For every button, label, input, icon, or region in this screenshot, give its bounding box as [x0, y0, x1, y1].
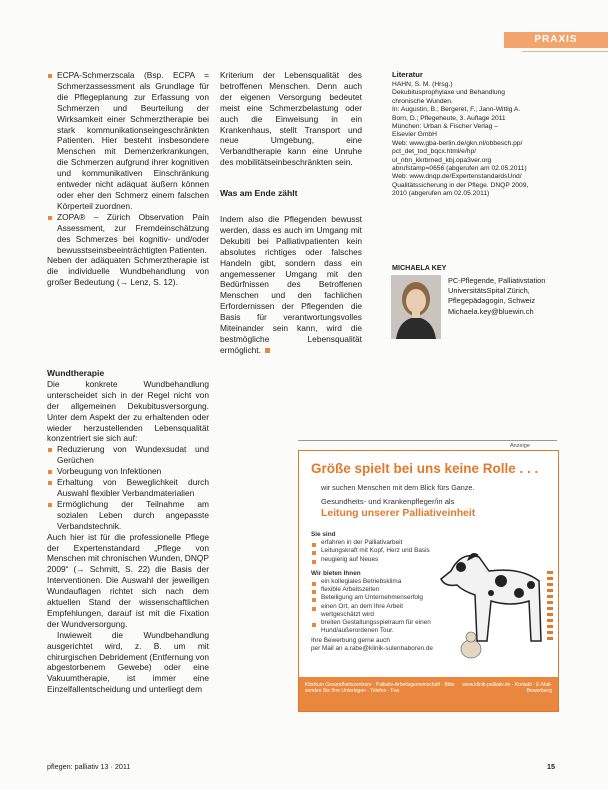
section-heading: Was am Ende zählt — [220, 188, 298, 198]
paragraph: Neben der adäquaten Schmerztherapie ist die individuelle Wundbehandlung von großer Bedeutung (→ Lenz, S. 12). — [47, 255, 209, 288]
ad-wir-heading: Wir bieten Ihnen — [311, 569, 361, 577]
column-2 — [220, 70, 362, 168]
paragraph: Inwieweit die Wundbehandlung ausgerichtet wird, z. B. um mit chirurgischen Debridement (Entfernung von abgestorbenem Gewebe) oder eine Vakuumtherapie, ist immer eine Einzelfallentscheidung und unterliegt dem — [47, 629, 210, 695]
paragraph: Auch hier ist für die professionelle Pflege der Expertenstandard „Pflege von Menschen mit chronischen Wunden, DNQP 2009“ (→ Schmitt, S. 22) die Basis der Interventionen. Die Auswahl der jeweiligen Wundauflagen richtet sich nach dem aktuellen Stand der wissenschaftlichen Empfehlungen, darauf ist mit die Fixation der Wundversorgung. — [47, 531, 209, 629]
author-photo — [391, 275, 441, 339]
author-line: PC-Pflegende, Palliativstation — [448, 276, 546, 285]
literature-entry: pct_det_tod_bqcx.html/e/hp/ — [392, 148, 477, 156]
list-item: Leitungskraft mit Kopf, Herz und Basis — [311, 547, 436, 555]
paragraph: Kriterium der Lebensqualität des betroffenen Menschen. Denn auch der eigenen Versorgung bedeutet meist eine Schmerzbelastung oder auch die Einweisung in ein Krankenhaus, stellt Transport und neue Umgebung, eine Verbandtherapie kann eine Unruhe des mobilitätseinbeschränkten sein. — [220, 70, 362, 168]
literature-entry: HAHN, S. M. (Hrsg.) — [392, 81, 453, 88]
literature-entry: München: Urban & Fischer Verlag – — [392, 123, 498, 131]
column-2-body — [220, 214, 362, 356]
list-item: ein kollegiales Betriebsklima — [311, 578, 436, 586]
list-item: flexible Arbeitszeiten — [311, 586, 436, 594]
list-item: neugierig auf Neues — [311, 556, 436, 564]
author-name: MICHAELA KEY — [392, 263, 447, 272]
ad-role-line: Gesundheits- und Krankenpfleger/in als — [321, 497, 455, 506]
footer-publication: pflegen: palliativ 13 · 2011 — [47, 762, 131, 771]
literature-entry: Web: www.gba-berlin.de/gkn.nl/obbesch.pp/ — [392, 139, 523, 147]
list-item: breiten Gestaltungsspielraum für einen Hund/außerordenen Tour. — [311, 619, 436, 635]
literature-entry: Dekubitusprophylaxe und Behandlung — [392, 89, 506, 97]
literature-entry: Born, D.; Pflegeheute, 3. Auflage 2011 — [392, 114, 506, 122]
page-number: 15 — [547, 762, 555, 771]
column-1 — [47, 70, 209, 288]
author-info — [448, 276, 558, 317]
ad-rule — [298, 440, 557, 441]
paragraph: Die konkrete Wundbehandlung unterscheidet sich in der Regel nicht von der allgemeinen Dekubitusversorgung. Unter dem Aspekt der zu erhaltenden oder wieder herzustellenden Lebensqualität konzentriert sie sich auf: — [47, 378, 209, 444]
literature-entry: ul_nbn_kkrbrned_kbj.opa3ver.org — [392, 156, 492, 164]
author-email[interactable]: Michaela.key@bluewin.ch — [448, 306, 534, 316]
advertisement[interactable] — [298, 450, 559, 712]
ad-title: Größe spielt bei uns keine Rolle . . . — [311, 461, 539, 476]
ad-apply-line: Ihre Bewerbung gerne auch — [311, 637, 390, 644]
author-line: UniversitätsSpital Zürich, — [448, 286, 530, 296]
list-item: Erhaltung von Beweglichkeit durch Auswahl flexibler Verbandmaterialien — [47, 477, 209, 499]
great-dane-dog-icon — [431, 531, 551, 671]
ad-footer-right: www.klinik-palliativ.de · Kontakt · E-Mail-Bewerbung — [462, 682, 552, 694]
list-item: Reduzierung von Wundexsudat und Gerüchen — [47, 444, 209, 466]
ad-footer — [299, 677, 558, 711]
literature-block — [392, 70, 552, 199]
list-item: ECPA-Schmerzscala (Bsp. ECPA = Schmerzassessment als Grundlage für die Pflegeplanung zur Erfassung von Schmerzen und Beurteilung der Wirksamkeit einer Schmerztherapie bei stark kommunikationseingeschränkten Patienten. Hier besteht insbesondere Menschen mit Demenzerkrankungen, die Schmerzen aufgrund ihrer kognitiven und kommunikativen Einschränkung entweder nicht adäquat äußern können oder eher den Schmerz einem falschen Körperteil zuordnen. — [47, 70, 209, 212]
list-item: Ermöglichung der Teilnahme am sozialen Leben durch angepasste Verbandstechnik. — [47, 499, 209, 532]
vertical-logo-strip — [547, 571, 553, 641]
ad-label: Anzeige — [510, 443, 530, 449]
literature-entry: Web: www.dnqp.de/ExpertenstandardsUnd/ — [392, 173, 522, 181]
paragraph: Indem also die Pflegenden bewusst werden, dass es auch im Umgang mit Dekubiti bei Palliativpatienten kein absolutes richtiges oder falsches Handeln gibt, sondern dass ein angemessener Umgang mit den Bedürfnissen des Betroffenen Menschen und den fachlichen Erfordernissen der Pflegenden die Basis für verantwortungsvolles Miteinander sein kann, wird die bestmögliche Lebensqualität ermöglicht. — [220, 214, 362, 355]
list-item: Beteiligung am Unternehmenserfolg — [311, 594, 436, 602]
literature-entry: Elsevier GmbH — [392, 131, 437, 139]
ad-role-title: Leitung unserer Palliativeinheit — [321, 508, 476, 519]
list-item: erfahren in der Palliativarbeit — [311, 539, 436, 547]
column-2-heading-wrap — [220, 188, 362, 199]
literature-entry: chronische Wunden. — [392, 97, 453, 105]
column-1-lower — [47, 368, 209, 695]
ad-intro: wir suchen Menschen mit dem Blick fürs Ganze. — [321, 483, 475, 492]
ad-footer-left: Klinikum Gesundheitszentrum · Palliativ-Arbeitsgemeinschaft · Bitte senden Sie Ihre Unterlagen · Telefon · Fax — [305, 682, 455, 694]
ad-sie-heading: Sie sind — [311, 531, 336, 538]
section-heading: Wundtherapie — [47, 368, 105, 378]
list-item: ZOPA® – Zürich Observation Pain Assessment, zur Fremdeinschätzung des Schmerzes bei kognitiv- und/oder bewusstseinsbeeinträchtigten Patienten. — [47, 212, 209, 256]
literature-heading: Literatur — [392, 70, 423, 79]
end-mark-icon — [265, 348, 270, 353]
list-item: einen Ort, an dem Ihre Arbeit wertgeschätzt wird — [311, 603, 436, 619]
literature-entry: Qualitätssicherung in der Pflege. DNQP 2009, — [392, 181, 529, 189]
literature-entry: In: Augustin, B.; Bergeret, F.; Jann-Wittig A. — [392, 106, 521, 114]
ad-apply-email[interactable]: per Mail an a.rabe@klinik-sulenhaboren.de — [311, 645, 433, 653]
section-rule — [522, 51, 608, 52]
ad-requirements — [311, 531, 436, 635]
section-tab: PRAXIS — [504, 32, 608, 48]
list-item: Vorbeugung von Infektionen — [47, 466, 209, 477]
author-line: Pflegepädagogin, Schweiz — [448, 296, 536, 306]
literature-entry: abrufstamp=0656 (abgerufen am 02.05.2011) — [392, 165, 527, 173]
literature-entry: 2010 (abgerufen am 02.05.2011) — [392, 190, 490, 198]
portrait-icon — [391, 275, 441, 339]
